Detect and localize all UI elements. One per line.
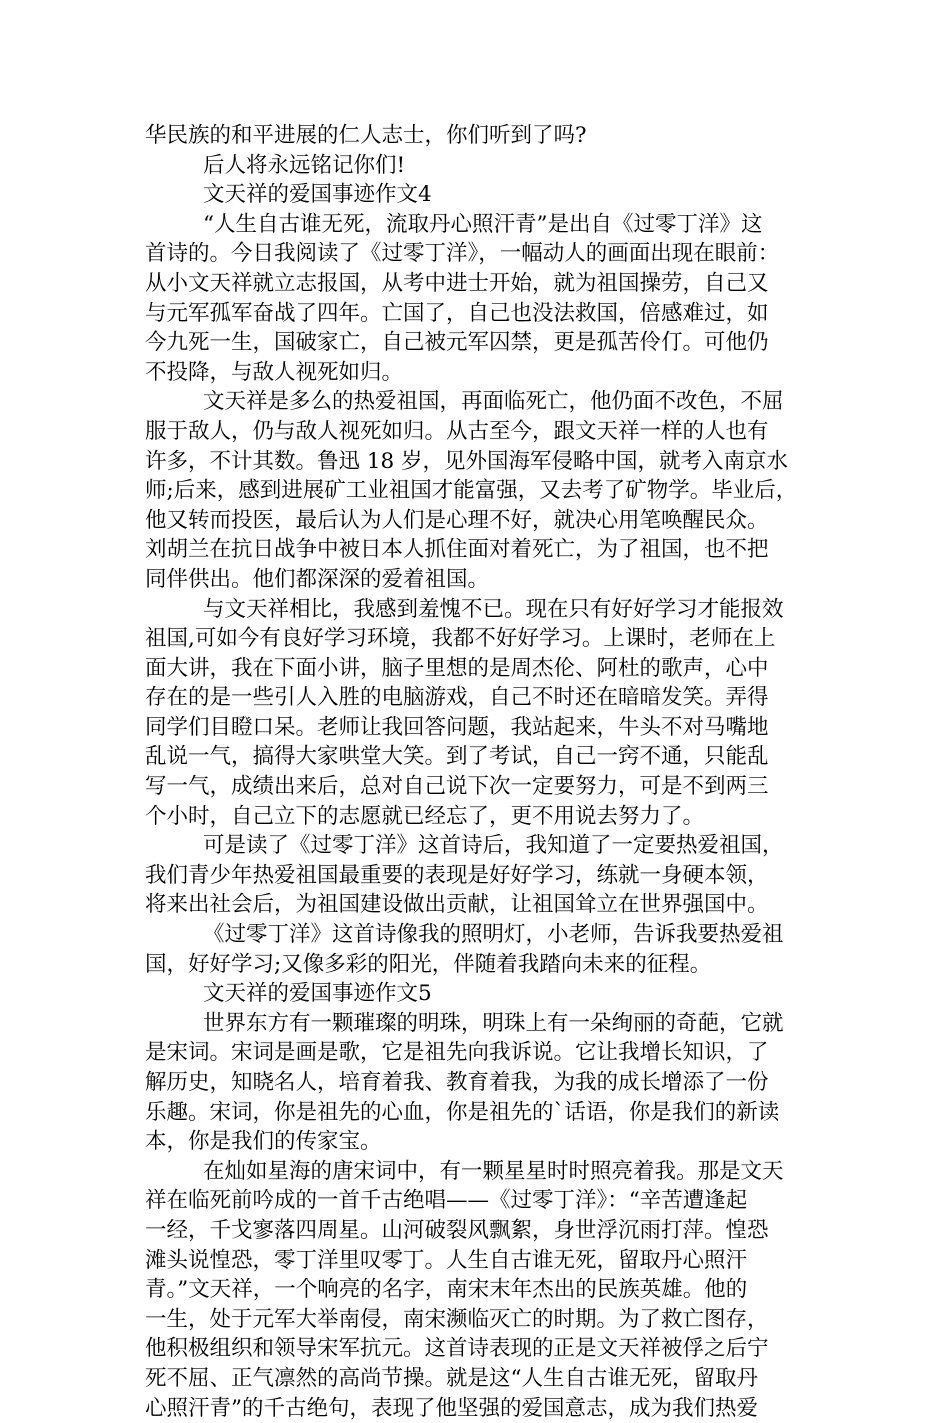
text-line: 他积极组织和领导宋军抗元。这首诗表现的正是文天祥被俘之后宁 <box>145 1336 769 1362</box>
text-line: 是宋词。宋词是画是歌，它是祖先向我诉说。它让我增长知识，了 <box>145 1040 769 1066</box>
text-line: 死不屈、正气凛然的高尚节操。就是这“人生自古谁无死，留取丹 <box>145 1365 758 1391</box>
text-line: 乐趣。宋词，你是祖先的心血，你是祖先的`话语，你是我们的新读 <box>145 1099 780 1125</box>
text-line: 写一气，成绩出来后，总对自己说下次一定要努力，可是不到两三 <box>145 774 769 800</box>
text-line: 个小时，自己立下的志愿就已经忘了，更不用说去努力了。 <box>145 803 705 829</box>
text-line: 《过零丁洋》这首诗像我的照明灯，小老师，告诉我要热爱祖 <box>203 922 784 948</box>
text-line: 今九死一生，国破家亡，自己被元军囚禁，更是孤苦伶仃。可他仍 <box>145 330 769 356</box>
text-line: 一经，千戈寥落四周星。山河破裂风飘絮，身世浮沉雨打萍。惶恐 <box>145 1217 769 1243</box>
text-line: 文天祥是多么的热爱祖国，再面临死亡，他仍面不改色，不屈 <box>203 389 784 415</box>
text-line: 刘胡兰在抗日战争中被日本人抓住面对着死亡，为了祖国，也不把 <box>145 537 769 563</box>
text-line: 在灿如星海的唐宋词中，有一颗星星时时照亮着我。那是文天 <box>203 1158 784 1184</box>
text-line: 解历史，知晓名人，培育着我、教育着我，为我的成长增添了一份 <box>145 1070 769 1095</box>
text-line: 祖国,可如今有良好学习环境，我都不好好学习。上课时，老师在上 <box>145 626 776 652</box>
text-line: 与元军孤军奋战了四年。亡国了，自己也没法救国，倍感难过，如 <box>145 300 769 326</box>
text-line: 可是读了《过零丁洋》这首诗后，我知道了一定要热爱祖国， <box>203 833 784 859</box>
text-line: 将来出社会后，为祖国建设做出贡献，让祖国耸立在世界强国中。 <box>145 892 769 918</box>
text-line: 从小文天祥就立志报国，从考中进士开始，就为祖国操劳，自己又 <box>145 270 769 296</box>
text-line: 面大讲，我在下面小讲，脑子里想的是周杰伦、阿杜的歌声，心中 <box>145 655 769 681</box>
text-line: 乱说一气，搞得大家哄堂大笑。到了考试，自己一窍不通，只能乱 <box>145 744 769 770</box>
text-line: 心照汗青”的千古绝句，表现了他坚强的爱国意志，成为我们热爱 <box>145 1395 758 1421</box>
document-body <box>145 121 810 1423</box>
text-line: 我们青少年热爱祖国最重要的表现是好好学习，练就一身硬本领， <box>145 862 769 888</box>
text-line: 同伴供出。他们都深深的爱着祖国。 <box>145 566 490 592</box>
text-line: 不投降，与敌人视死如归。 <box>145 359 404 385</box>
text-line: 本，你是我们的传家宝。 <box>145 1129 382 1155</box>
text-line: “人生自古谁无死，流取丹心照汗青”是出自《过零丁洋》这 <box>203 211 763 237</box>
text-line: 同学们目瞪口呆。老师让我回答问题，我站起来，牛头不对马嘴地 <box>145 714 769 740</box>
text-line: 一生，处于元军大举南侵，南宋濒临灭亡的时期。为了救亡图存， <box>145 1306 769 1332</box>
text-line: 他又转而投医，最后认为人们是心理不好，就决心用笔唤醒民众。 <box>145 507 769 533</box>
text-line: 存在的是一些引人入胜的电脑游戏，自己不时还在暗暗发笑。弄得 <box>145 685 769 711</box>
text-line: 师;后来，感到进展矿工业祖国才能富强，又去考了矿物学。毕业后， <box>145 478 798 504</box>
text-line: 滩头说惶恐，零丁洋里叹零丁。人生自古谁无死，留取丹心照汗 <box>145 1247 748 1273</box>
text-line: 世界东方有一颗璀璨的明珠，明珠上有一朵绚丽的奇葩，它就 <box>203 1010 784 1036</box>
text-line: 首诗的。今日我阅读了《过零丁洋》，一幅动人的画面出现在眼前： <box>145 241 780 267</box>
text-line: 文天祥的爱国事迹作文5 <box>203 981 432 1007</box>
text-line: 服于敌人，仍与敌人视死如归。从古至今，跟文天祥一样的人也有 <box>145 418 769 444</box>
text-line: 与文天祥相比，我感到羞愧不已。现在只有好好学习才能报效 <box>203 596 784 622</box>
text-line: 后人将永远铭记你们! <box>203 152 406 178</box>
text-line: 国，好好学习;又像多彩的阳光，伴随着我踏向未来的征程。 <box>145 951 712 977</box>
text-line: 文天祥的爱国事迹作文4 <box>203 182 432 208</box>
text-line: 青。”文天祥，一个响亮的名字，南宋末年杰出的民族英雄。他的 <box>145 1277 748 1303</box>
text-line: 华民族的和平进展的仁人志士，你们听到了吗? <box>145 123 587 148</box>
text-line: 祥在临死前吟成的一首千古绝唱——《过零丁洋》：“辛苦遭逢起 <box>145 1188 748 1214</box>
text-line: 许多，不计其数。鲁迅 18 岁，见外国海军侵略中国，就考入南京水 <box>145 448 789 474</box>
